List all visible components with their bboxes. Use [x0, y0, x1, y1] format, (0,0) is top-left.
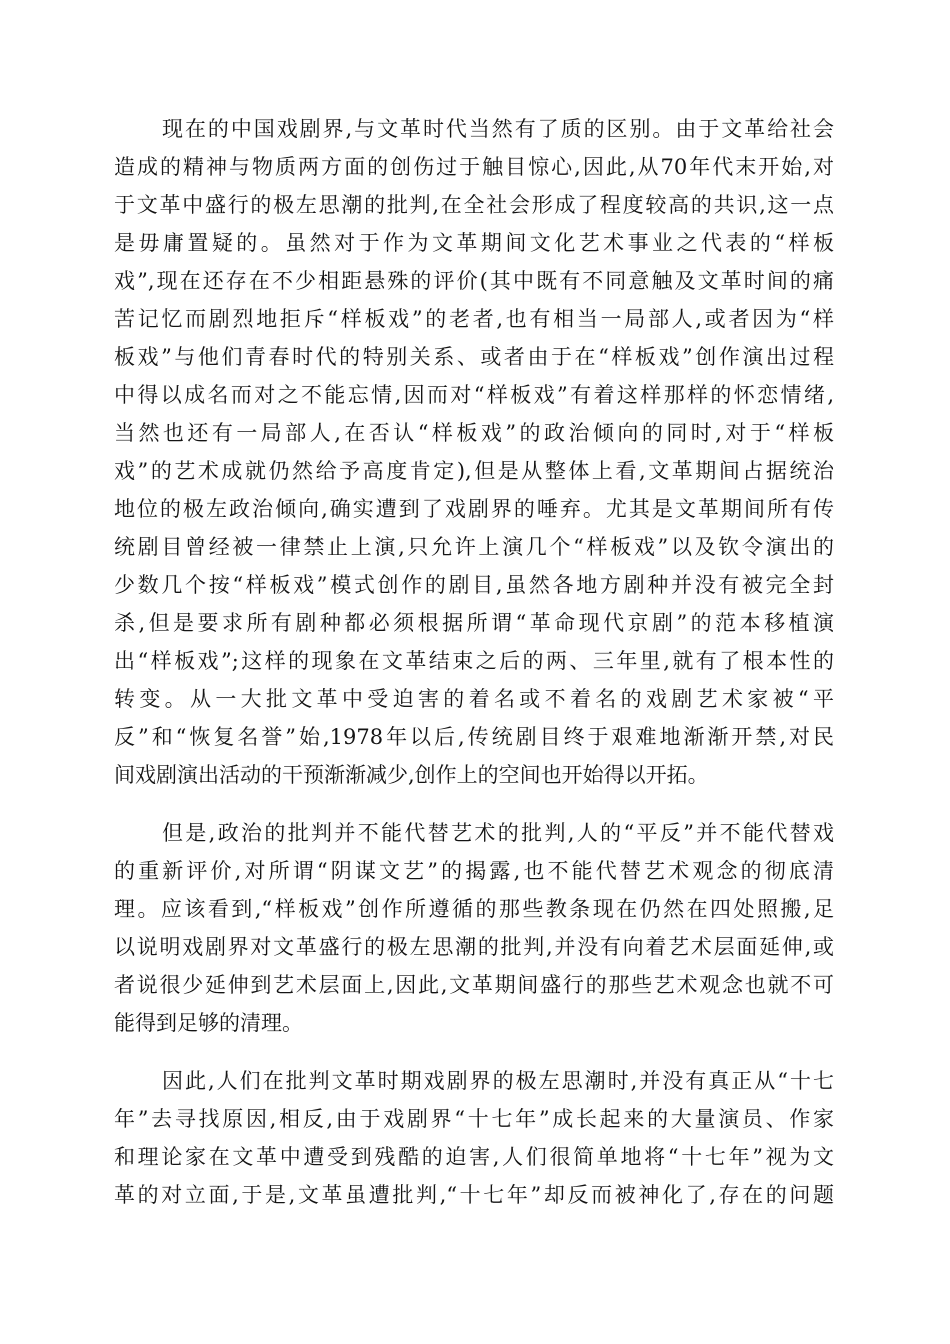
text-line: 造成的精神与物质两方面的创伤过于触目惊心,因此,从70年代末开始,对 — [114, 155, 834, 179]
text-line: 因此,人们在批判文革时期戏剧界的极左思潮时,并没有真正从“十七 — [162, 1069, 834, 1093]
text-line: 杀,但是要求所有剧种都必须根据所谓“革命现代京剧”的范本移植演 — [114, 611, 834, 635]
text-line: 苦记忆而剧烈地拒斥“样板戏”的老者,也有相当一局部人,或者因为“样 — [114, 307, 834, 331]
text-line: 革的对立面,于是,文革虽遭批判,“十七年”却反而被神化了,存在的问题 — [114, 1183, 834, 1207]
text-line: 少数几个按“样板戏”模式创作的剧目,虽然各地方剧种并没有被完全封 — [114, 573, 834, 597]
text-line: 转变。从一大批文革中受迫害的着名或不着名的戏剧艺术家被“平 — [114, 687, 834, 711]
text-line: 出“样板戏”;这样的现象在文革结束之后的两、三年里,就有了根本性的 — [114, 649, 834, 673]
text-line: 的重新评价,对所谓“阴谋文艺”的揭露,也不能代替艺术观念的彻底清 — [114, 859, 834, 883]
text-line: 是毋庸置疑的。虽然对于作为文革期间文化艺术事业之代表的“样板 — [114, 231, 834, 255]
text-line: 间戏剧演出活动的干预渐渐减少,创作上的空间也开始得以开拓。 — [114, 763, 709, 787]
text-line: 戏”,现在还存在不少相距悬殊的评价(其中既有不同意触及文革时间的痛 — [114, 269, 834, 293]
text-line: 能得到足够的清理。 — [114, 1011, 303, 1035]
text-line: 戏”的艺术成就仍然给予高度肯定),但是从整体上看,文革期间占据统治 — [114, 459, 834, 483]
text-line: 以说明戏剧界对文革盛行的极左思潮的批判,并没有向着艺术层面延伸,或 — [114, 935, 834, 959]
text-line: 地位的极左政治倾向,确实遭到了戏剧界的唾弃。尤其是文革期间所有传 — [114, 497, 834, 521]
text-line: 当然也还有一局部人,在否认“样板戏”的政治倾向的同时,对于“样板 — [114, 421, 834, 445]
text-line: 板戏”与他们青春时代的特别关系、或者由于在“样板戏”创作演出过程 — [114, 345, 834, 369]
text-line: 反”和“恢复名誉”始,1978年以后,传统剧目终于艰难地渐渐开禁,对民 — [114, 725, 834, 749]
text-line: 现在的中国戏剧界,与文革时代当然有了质的区别。由于文革给社会 — [162, 117, 834, 141]
text-line: 和理论家在文革中遭受到残酷的迫害,人们很简单地将“十七年”视为文 — [114, 1145, 834, 1169]
paragraph-2 — [114, 814, 834, 1042]
text-line: 理。应该看到,“样板戏”创作所遵循的那些教条现在仍然在四处照搬,足 — [114, 897, 834, 921]
text-line: 统剧目曾经被一律禁止上演,只允许上演几个“样板戏”以及钦令演出的 — [114, 535, 834, 559]
body-text — [114, 110, 834, 1234]
paragraph-3 — [114, 1062, 834, 1214]
text-line: 者说很少延伸到艺术层面上,因此,文革期间盛行的那些艺术观念也就不可 — [114, 973, 834, 997]
text-line: 但是,政治的批判并不能代替艺术的批判,人的“平反”并不能代替戏 — [162, 821, 834, 845]
text-line: 年”去寻找原因,相反,由于戏剧界“十七年”成长起来的大量演员、作家 — [114, 1107, 834, 1131]
text-line: 于文革中盛行的极左思潮的批判,在全社会形成了程度较高的共识,这一点 — [114, 193, 834, 217]
text-line: 中得以成名而对之不能忘情,因而对“样板戏”有着这样那样的怀恋情绪, — [114, 383, 834, 407]
paragraph-1 — [114, 110, 834, 794]
